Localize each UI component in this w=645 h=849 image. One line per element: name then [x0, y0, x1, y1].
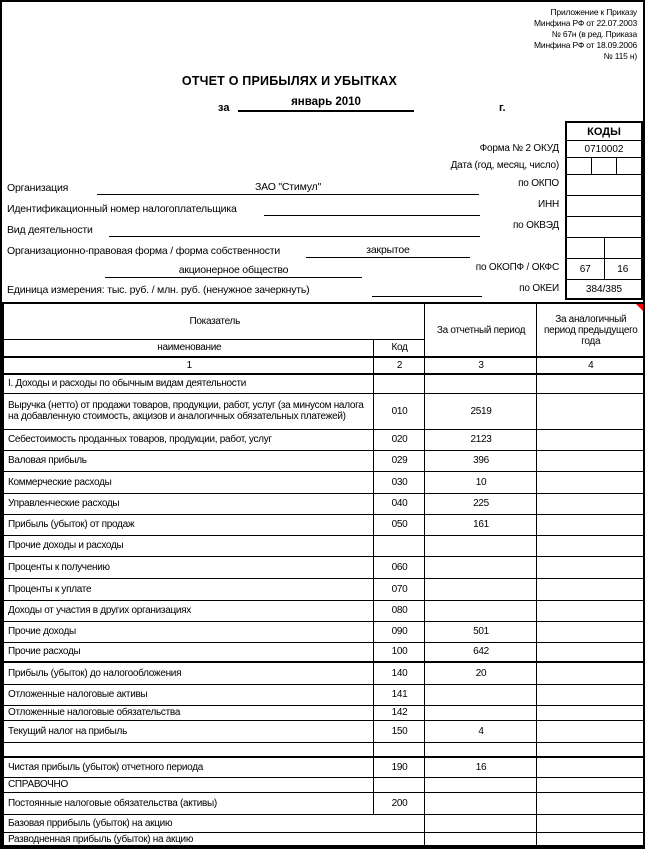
unit-label: Единица измерения: тыс. руб. / млн. руб. (ненужное зачеркнуть)	[7, 284, 310, 296]
inn-value-cell	[567, 195, 641, 216]
row-value-current-cell	[424, 705, 536, 720]
period-prefix: за	[218, 102, 230, 114]
table-row	[3, 642, 644, 662]
row-code-cell	[373, 777, 424, 792]
row-name-cell: Постоянные налоговые обязательства (активы)	[3, 792, 373, 814]
regulation-note-line: № 67н (в ред. Приказа	[551, 29, 637, 39]
row-value-previous-cell	[536, 777, 644, 792]
row-value-previous-cell	[536, 642, 644, 662]
row-value-previous-cell	[536, 578, 644, 600]
table-row	[3, 705, 644, 720]
okpo-value-cell	[567, 174, 641, 195]
okud-value-cell: 0710002	[567, 140, 641, 157]
row-code-cell: 029	[373, 450, 424, 471]
legal-form-value-line1: закрытое	[306, 244, 470, 258]
period-value: январь 2010	[238, 96, 414, 112]
date-day-cell	[616, 158, 641, 174]
row-code-cell: 100	[373, 642, 424, 662]
row-value-current-cell: 2123	[424, 429, 536, 450]
okei-value-cell: 384/385	[567, 279, 641, 298]
row-value-current-cell	[424, 600, 536, 621]
row-code-cell: 020	[373, 429, 424, 450]
row-value-previous-cell	[536, 374, 644, 393]
regulation-note-line: Минфина РФ от 22.07.2003	[534, 18, 637, 28]
okved-label: по ОКВЭД	[512, 220, 559, 231]
row-code-cell: 030	[373, 471, 424, 493]
row-value-current-cell: 4	[424, 720, 536, 742]
row-code-cell: 200	[373, 792, 424, 814]
row-value-previous-cell	[536, 429, 644, 450]
row-value-current-cell	[424, 777, 536, 792]
header-current-period: За отчетный период	[424, 303, 536, 357]
period-suffix: г.	[499, 102, 506, 114]
table-row	[3, 556, 644, 578]
table-row	[3, 832, 644, 848]
row-name-cell: Разводненная прибыль (убыток) на акцию	[3, 832, 424, 848]
row-value-previous-cell	[536, 757, 644, 777]
row-value-current-cell	[424, 374, 536, 393]
page-title: ОТЧЕТ О ПРИБЫЛЯХ И УБЫТКАХ	[181, 74, 398, 88]
row-name-cell: Проценты к получению	[3, 556, 373, 578]
codes-header: КОДЫ	[587, 125, 621, 138]
col-num-2: 2	[373, 357, 424, 374]
table-row	[3, 471, 644, 493]
row-value-previous-cell	[536, 705, 644, 720]
okopf-value-cell: 67	[579, 263, 591, 275]
regulation-note-line: № 115 н)	[603, 51, 637, 61]
date-label: Дата (год, месяц, число)	[450, 160, 559, 171]
row-name-cell: Прочие доходы	[3, 621, 373, 642]
row-name-cell: Прочие расходы	[3, 642, 373, 662]
table-row	[3, 792, 644, 814]
row-value-current-cell	[424, 742, 536, 757]
row-value-current-cell	[424, 535, 536, 556]
row-code-cell	[373, 374, 424, 393]
row-value-current-cell: 2519	[424, 393, 536, 429]
header-naimenovanie: наименование	[3, 339, 373, 357]
row-value-current-cell	[424, 684, 536, 705]
row-code-cell: 070	[373, 578, 424, 600]
okopf-okfs-cells	[567, 258, 641, 279]
row-name-cell: Коммерческие расходы	[3, 471, 373, 493]
table-row	[3, 514, 644, 535]
row-value-current-cell: 642	[424, 642, 536, 662]
row-value-current-cell: 225	[424, 493, 536, 514]
row-code-cell	[373, 535, 424, 556]
row-name-cell: Прочие доходы и расходы	[3, 535, 373, 556]
date-year-cell	[567, 158, 591, 174]
header-previous-period: За аналогичный период предыдущего года	[536, 303, 644, 357]
row-code-cell: 010	[373, 393, 424, 429]
row-name-cell: Доходы от участия в других организациях	[3, 600, 373, 621]
row-name-cell: СПРАВОЧНО	[3, 777, 373, 792]
row-value-current-cell: 396	[424, 450, 536, 471]
row-code-cell: 080	[373, 600, 424, 621]
row-value-current-cell	[424, 556, 536, 578]
row-code-cell: 050	[373, 514, 424, 535]
table-header-row	[3, 303, 644, 339]
row-name-cell: Прибыль (убыток) до налогообложения	[3, 662, 373, 684]
row-value-current-cell: 501	[424, 621, 536, 642]
row-value-current-cell	[424, 832, 536, 848]
row-name-cell: Базовая пррибыль (убыток) на акцию	[3, 814, 424, 832]
row-value-previous-cell	[536, 514, 644, 535]
row-value-previous-cell	[536, 556, 644, 578]
row-value-current-cell	[424, 792, 536, 814]
row-code-cell: 140	[373, 662, 424, 684]
row-value-previous-cell	[536, 600, 644, 621]
legal-form-value-line2: акционерное общество	[105, 264, 362, 278]
row-name-cell: I. Доходы и расходы по обычным видам деятельности	[3, 374, 373, 393]
row-value-current-cell: 161	[424, 514, 536, 535]
table-row	[3, 777, 644, 792]
table-row	[3, 429, 644, 450]
col-num-3: 3	[424, 357, 536, 374]
okud-label: Форма № 2 ОКУД	[479, 143, 559, 154]
table-row	[3, 814, 644, 832]
activity-label: Вид деятельности	[7, 224, 93, 236]
header-pokazatel: Показатель	[3, 303, 424, 339]
table-row	[3, 684, 644, 705]
row-code-cell: 060	[373, 556, 424, 578]
row-value-current-cell	[424, 578, 536, 600]
date-month-cell	[591, 158, 616, 174]
table-row	[3, 742, 644, 757]
row-code-cell: 040	[373, 493, 424, 514]
row-value-previous-cell	[536, 450, 644, 471]
taxpayer-id-value	[264, 202, 480, 216]
row-name-cell: Отложенные налоговые обязательства	[3, 705, 373, 720]
col-num-4: 4	[536, 357, 644, 374]
row-value-current-cell: 20	[424, 662, 536, 684]
row-value-previous-cell	[536, 393, 644, 429]
table-row	[3, 662, 644, 684]
row-code-cell: 141	[373, 684, 424, 705]
table-row	[3, 493, 644, 514]
column-numbers-row	[3, 357, 644, 374]
row-value-previous-cell	[536, 684, 644, 705]
okopf-okfs-label: по ОКОПФ / ОКФС	[475, 262, 559, 273]
header-kod: Код	[373, 339, 424, 357]
legal-form-label: Организационно-правовая форма / форма собственности	[7, 245, 281, 257]
organization-label: Организация	[7, 182, 69, 194]
row-code-cell: 090	[373, 621, 424, 642]
row-value-current-cell: 10	[424, 471, 536, 493]
regulation-note	[534, 7, 637, 62]
row-value-previous-cell	[536, 621, 644, 642]
row-name-cell	[3, 742, 373, 757]
row-value-previous-cell	[536, 535, 644, 556]
date-cells	[567, 157, 641, 174]
organization-value: ЗАО "Стимул"	[97, 181, 479, 195]
col-num-1: 1	[3, 357, 373, 374]
row-code-cell	[373, 742, 424, 757]
row-value-previous-cell	[536, 792, 644, 814]
row-name-cell: Прибыль (убыток) от продаж	[3, 514, 373, 535]
unit-value	[372, 283, 482, 297]
table-row	[3, 621, 644, 642]
table-row	[3, 757, 644, 777]
regulation-note-line: Приложение к Приказу	[550, 7, 637, 17]
taxpayer-id-label: Идентификационный номер налогоплательщика	[7, 203, 237, 215]
row-value-previous-cell	[536, 493, 644, 514]
table-row	[3, 374, 644, 393]
table-row	[3, 578, 644, 600]
row-value-current-cell	[424, 814, 536, 832]
row-value-previous-cell	[536, 662, 644, 684]
table-row	[3, 600, 644, 621]
row-value-previous-cell	[536, 832, 644, 848]
row-name-cell: Чистая прибыль (убыток) отчетного периода	[3, 757, 373, 777]
report-table	[2, 302, 645, 849]
okved-value-cell	[567, 216, 641, 237]
row-value-previous-cell	[536, 814, 644, 832]
row-name-cell: Текущий налог на прибыль	[3, 720, 373, 742]
row-name-cell: Управленческие расходы	[3, 493, 373, 514]
row-value-current-cell: 16	[424, 757, 536, 777]
row-name-cell: Валовая прибыль	[3, 450, 373, 471]
row-name-cell: Проценты к уплате	[3, 578, 373, 600]
inn-label: ИНН	[537, 199, 559, 210]
row-code-cell: 190	[373, 757, 424, 777]
empty-two-cells	[567, 237, 641, 258]
table-row	[3, 393, 644, 429]
row-name-cell: Выручка (нетто) от продажи товаров, продукции, работ, услуг (за минусом налога на добавленную стоимость, акцизов и аналогичных обязательных платежей)	[3, 393, 373, 429]
okei-label: по ОКЕИ	[519, 283, 559, 294]
row-value-previous-cell	[536, 471, 644, 493]
regulation-note-line: Минфина РФ от 18.09.2006	[534, 40, 637, 50]
table-row	[3, 535, 644, 556]
row-name-cell: Себестоимость проданных товаров, продукции, работ, услуг	[3, 429, 373, 450]
row-value-previous-cell	[536, 720, 644, 742]
row-name-cell: Отложенные налоговые активы	[3, 684, 373, 705]
comment-marker-icon	[636, 304, 643, 311]
row-value-previous-cell	[536, 742, 644, 757]
codes-box	[565, 121, 643, 300]
okpo-label: по ОКПО	[518, 178, 559, 189]
activity-value	[109, 223, 480, 237]
row-code-cell: 142	[373, 705, 424, 720]
table-row	[3, 720, 644, 742]
row-code-cell: 150	[373, 720, 424, 742]
okfs-value-cell: 16	[604, 259, 642, 279]
table-row	[3, 450, 644, 471]
